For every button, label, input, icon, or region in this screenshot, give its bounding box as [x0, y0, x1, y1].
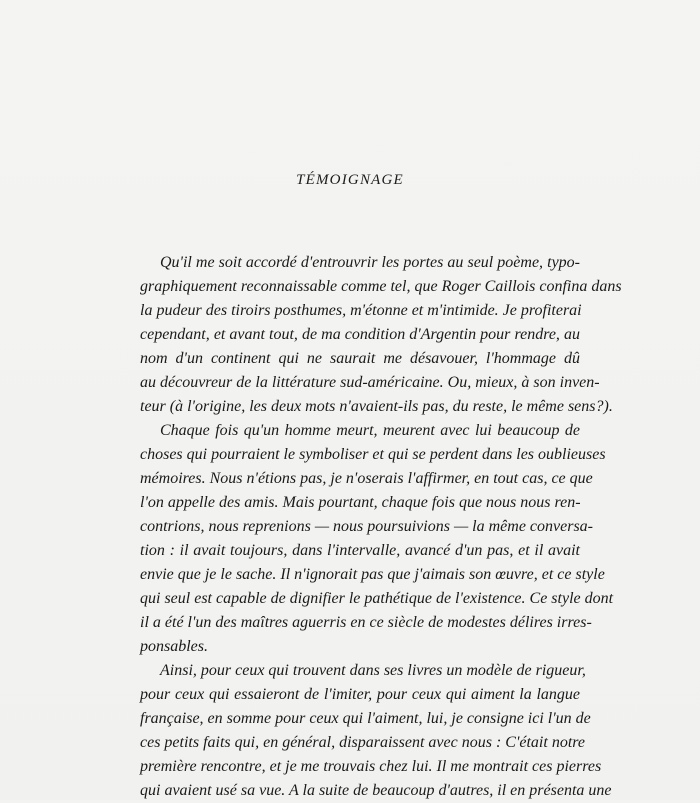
text-line: contrions, nous reprenions — nous poursuivions — la même conversa- — [140, 518, 594, 535]
text-line: l'on appelle des amis. Mais pourtant, chaque fois que nous nous ren- — [140, 494, 581, 511]
text-line: première rencontre, et je me trouvais chez lui. Il me montrait ces pierres — [140, 758, 602, 775]
text-line: cependant, et avant tout, de ma condition d'Argentin pour rendre, au — [140, 326, 580, 343]
text-line: Ainsi, pour ceux qui trouvent dans ses livres un modèle de rigueur, — [160, 662, 586, 679]
text-line: il a été l'un des maîtres aguerris en ce siècle de modestes délires irres- — [140, 614, 592, 631]
text-line: qui avaient usé sa vue. A la suite de beaucoup d'autres, il en présenta une — [140, 782, 612, 799]
text-line: la pudeur des tiroirs posthumes, m'étonne et m'intimide. Je profiterai — [140, 302, 582, 319]
text-line: graphiquement reconnaissable comme tel, que Roger Caillois confina dans — [140, 278, 622, 295]
text-line: qui seul est capable de dignifier le pathétique de l'existence. Ce style dont — [140, 590, 614, 607]
text-line: nom d'un continent qui ne saurait me désavouer, l'hommage dû — [140, 350, 580, 367]
text-line: tion : il avait toujours, dans l'intervalle, avancé d'un pas, et il avait — [140, 542, 580, 559]
text-line: Qu'il me soit accordé d'entrouvrir les portes au seul poème, typo- — [160, 254, 580, 271]
text-line: teur (à l'origine, les deux mots n'avaient-ils pas, du reste, le même sens?). — [140, 398, 613, 415]
text-line: mémoires. Nous n'étions pas, je n'oserais l'affirmer, en tout cas, ce que — [140, 470, 593, 487]
text-line: ces petits faits qui, en général, disparaissent avec nous : C'était notre — [140, 734, 585, 751]
text-line: au découvreur de la littérature sud-américaine. Ou, mieux, à son inven- — [140, 374, 600, 391]
text-line: choses qui pourraient le symboliser et qui se perdent dans les oublieuses — [140, 446, 606, 463]
text-line: française, en somme pour ceux qui l'aiment, lui, je consigne ici l'un de — [140, 710, 591, 727]
text-line: pour ceux qui essaieront de l'imiter, pour ceux qui aiment la langue — [140, 686, 580, 703]
text-line: Chaque fois qu'un homme meurt, meurent avec lui beaucoup de — [160, 422, 580, 439]
text-line: ponsables. — [140, 638, 208, 655]
text-line: envie que je le sache. Il n'ignorait pas que j'aimais son œuvre, et ce style — [140, 566, 605, 583]
page-title: TÉMOIGNAGE — [296, 172, 404, 188]
